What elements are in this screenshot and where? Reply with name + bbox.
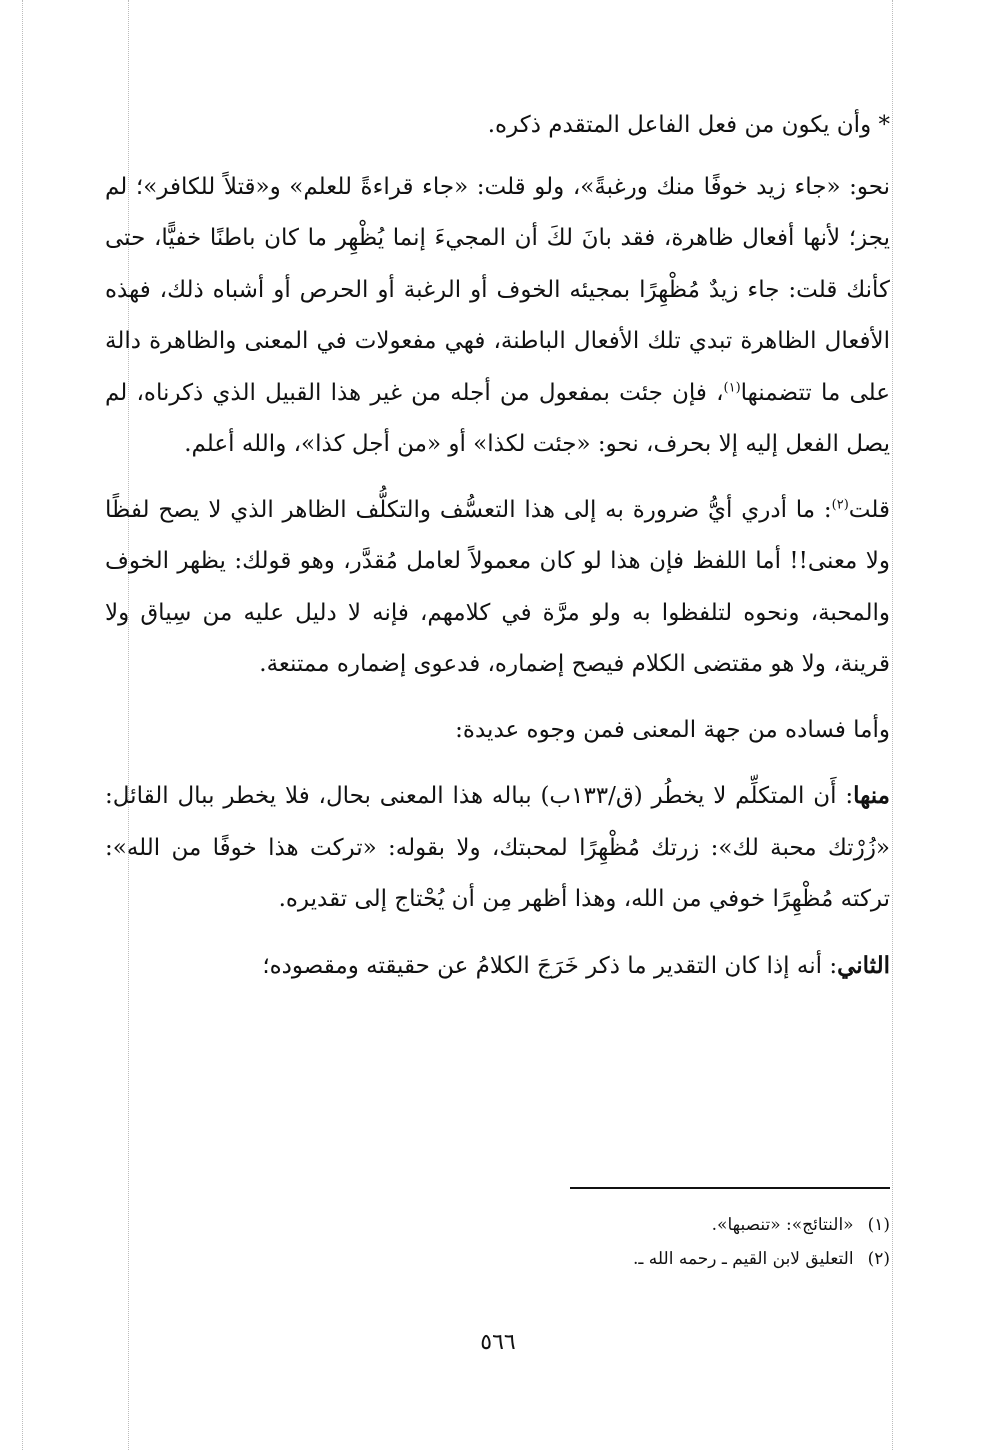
paragraph: قلت$^{(٢)}$: ما أدري أيُّ ضرورة به إلى هذا التعسُّف والتكلُّف الظاهر الذي لا يصح لفظًا ولا معنى!! أما اللفظ فإن هذا لو كان معمولاً لعامل مُقدَّر، وهو قولك: يظهر الخوف والمحبة، ونحوه لتلفظوا به ولو مرَّة في كلامهم، فإنه لا دليل عليه من سِياق ولا قرينة، ولا هو مقتضى الكلام فيصح إضماره، فدعوى إضماره ممتنعة.	[105, 496, 890, 677]
paragraph: نحو: «جاء زيد خوفًا منك ورغبةً»، ولو قلت: «جاء قراءةً للعلم» و«قتلاً للكافر»؛ لم يجز؛ لأنها أفعال ظاهرة، فقد بانَ لكَ أن المجيءَ إنما يُظْهِر ما كان باطنًا خفيًّا، حتى كأنك قلت: جاء زيدٌ مُظْهِرًا بمجيئه الخوف أو الرغبة أو الحرص أو أشباه ذلك، فهذه الأفعال الظاهرة تبدي تلك الأفعال الباطنة، فهي مفعولات في المعنى والظاهرة دالة على ما تتضمنها$^{(١)}$، فإن جئت بمفعول من أجله من غير هذا القبيل الذي ذكرناه، لم يصل الفعل إليه إلا بحرف، نحو: «جئت لكذا» أو «من أجل كذا»، والله أعلم.	[105, 173, 890, 457]
page-body	[105, 100, 890, 992]
footnote: (١)«النتائج»: «تنصبها».	[711, 1215, 890, 1235]
paragraph: منها: أَن المتكلِّم لا يخطُر (ق/١٣٣ب) بباله هذا المعنى بحال، فلا يخطر ببال القائل: «زُرْتك محبة لك»: زرتك مُظْهِرًا لمحبتك، ولا بقوله: «تركت هذا خوفًا من الله»: تركته مُظْهِرًا خوفي من الله، وهذا أظهر مِن أن يُحْتاج إلى تقديره.	[105, 782, 890, 912]
paragraph: * وأن يكون من فعل الفاعل المتقدم ذكره.	[487, 112, 890, 138]
footnote-divider	[570, 1187, 890, 1189]
paragraph: الثاني: أنه إذا كان التقدير ما ذكر خَرَجَ الكلامُ عن حقيقته ومقصوده؛	[262, 951, 890, 979]
paragraph-lead: منها	[853, 782, 890, 809]
page-number: ٥٦٦	[480, 1330, 516, 1355]
footnote: (٢)التعليق لابن القيم ـ رحمه الله ـ.	[633, 1249, 890, 1269]
footnotes	[290, 1208, 890, 1276]
scan-margin-line	[22, 0, 23, 1450]
paragraph-lead: الثاني	[837, 951, 890, 979]
scan-margin-line	[892, 0, 893, 1450]
footnote-ref: (١)	[723, 379, 741, 395]
footnote-ref: (٢)	[831, 496, 849, 512]
paragraph: وأما فساده من جهة المعنى فمن وجوه عديدة:	[455, 716, 890, 743]
